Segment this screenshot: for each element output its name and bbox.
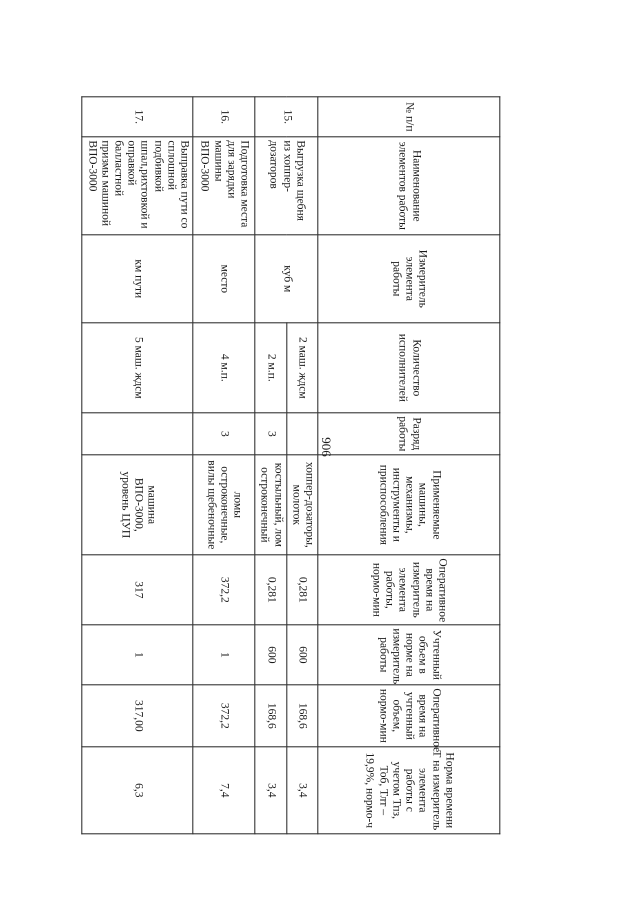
row-op-time: 372,2 (193, 555, 255, 625)
norms-table (82, 96, 501, 834)
row-grade: 3 (255, 413, 286, 455)
row-op-time: 0,281 (255, 555, 286, 625)
row-op-time-volume: 372,2 (193, 685, 255, 747)
row-count: 4 м.п. (193, 323, 255, 413)
row-count: 2 маш. ждсм (286, 323, 317, 413)
row-grade (286, 413, 317, 455)
header-row (318, 97, 500, 834)
header-name: Наименование элементов работы (318, 137, 500, 235)
row-grade (82, 413, 193, 455)
row-tools: машина ВПО-3000, уровень ЦУП (82, 455, 193, 555)
row-num: 17. (82, 97, 193, 137)
row-count: 5 маш. ждсм (82, 323, 193, 413)
row-volume: 1 (82, 625, 193, 685)
row-num: 16. (193, 97, 255, 137)
row-meter: куб м (255, 235, 318, 323)
row-norm: 3,4 (255, 747, 286, 834)
header-op-time: Оперативное время на измеритель элемента работы, нормо-мин (318, 555, 500, 625)
table-row (193, 97, 255, 834)
header-tools: Применяемые машины, механизмы, инструменты и приспособления (318, 455, 500, 555)
row-tools: хоппер-дозаторы, молоток (286, 455, 317, 555)
row-volume: 1 (193, 625, 255, 685)
header-norm: Норма времени Т на измеритель элемента работы с учетом Тпз, Тоб, Тлт – 19,9%, нормо-ч (318, 747, 500, 834)
row-op-time-volume: 168,6 (286, 685, 317, 747)
header-num: № п/п (318, 97, 500, 137)
header-volume: Учтенный объем в норме на измеритель работы (318, 625, 500, 685)
row-meter: место (193, 235, 255, 323)
header-grade: Разряд работы (318, 413, 500, 455)
table-row (82, 97, 193, 834)
row-name: Выправка пути со сплошной подбивкой шпал,рихтовкой и оправкой балластной призмы машиной ВПО-3000 (82, 137, 193, 235)
row-name: Выгрузка щебня из хоппер-дозаторов (255, 137, 318, 235)
page-number: 906 (319, 437, 334, 457)
row-name: Подготовка места для зарядки машины ВПО-3000 (193, 137, 255, 235)
row-op-time-volume: 168,6 (255, 685, 286, 747)
row-tools: ломы остроконечные, вилы щебеночные (193, 455, 255, 555)
row-count: 2 м.п. (255, 323, 286, 413)
row-volume: 600 (286, 625, 317, 685)
row-norm: 3,4 (286, 747, 317, 834)
row-tools: костыльный, лом остроконечный (255, 455, 286, 555)
row-op-time: 0,281 (286, 555, 317, 625)
table-row (286, 97, 317, 834)
header-meter: Измеритель элемента работы (318, 235, 500, 323)
header-op-time-volume: Оперативное время на учтенный объем, нормо-мин (318, 685, 500, 747)
row-norm: 7,4 (193, 747, 255, 834)
row-num: 15. (255, 97, 318, 137)
header-count: Количество исполнителей (318, 323, 500, 413)
row-norm: 6,3 (82, 747, 193, 834)
row-grade: 3 (193, 413, 255, 455)
row-op-time: 317 (82, 555, 193, 625)
rotated-table-area (85, 85, 488, 831)
row-meter: км пути (82, 235, 193, 323)
row-volume: 600 (255, 625, 286, 685)
row-op-time-volume: 317,00 (82, 685, 193, 747)
